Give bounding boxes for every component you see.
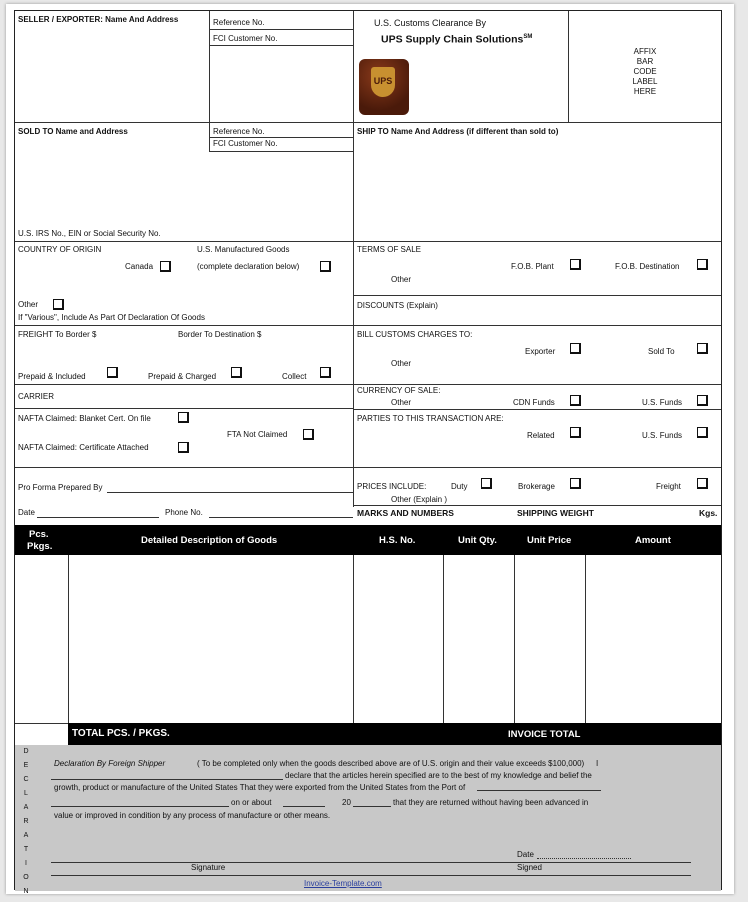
invoice-template-link[interactable]: Invoice-Template.com [304,879,382,888]
goods-table-header [15,525,721,555]
unit-qty-header: Unit Qty. [458,535,497,546]
prices-freight-checkbox[interactable] [697,478,708,489]
declaration-section [15,745,721,895]
bill-other-label: Other [391,359,412,368]
signed-label: Signed [517,863,542,872]
declaration-note: ( To be completed only when the goods described above are of U.S. origin and their value exceeds $100,000) [197,759,585,768]
canada-label: Canada [125,262,154,271]
cdn-funds-label: CDN Funds [513,398,555,407]
cdn-funds-checkbox[interactable] [570,395,581,406]
proforma-phone-label: Phone No. [165,508,203,517]
fta-not-claimed-checkbox[interactable] [303,429,314,440]
bill-sold-to-checkbox[interactable] [697,343,708,354]
terms-other-label: Other [391,275,412,284]
canada-checkbox[interactable] [160,261,171,272]
fta-not-claimed-label: FTA Not Claimed [227,430,288,439]
proforma-prepared-by-label: Pro Forma Prepared By [18,483,103,492]
port-line[interactable] [477,790,601,791]
fob-plant-label: F.O.B. Plant [511,262,554,271]
shipping-weight-label: SHIPPING WEIGHT [517,508,594,518]
seller-fci-customer-no[interactable]: FCI Customer No. [213,34,278,43]
seller-exporter-label: SELLER / EXPORTER: Name And Address [18,15,179,24]
prepaid-charged-label: Prepaid & Charged [148,372,217,381]
us-manufactured-checkbox[interactable] [320,261,331,272]
commercial-invoice-form [14,10,722,895]
declaration-vertical-label: D E C L A R A T I O N [23,748,29,895]
prepaid-charged-checkbox[interactable] [231,367,242,378]
bill-exporter-checkbox[interactable] [570,343,581,354]
us-funds-label: U.S. Funds [642,398,683,407]
declaration-line-4: value or improved in condition by any process of manufacture or other means. [54,811,331,820]
total-pcs-label: TOTAL PCS. / PKGS. [72,728,170,739]
proforma-date-label: Date [18,508,35,517]
declaration-date-line[interactable] [537,858,631,859]
prices-freight-label: Freight [656,482,681,491]
parties-related-checkbox[interactable] [570,427,581,438]
invoice-page [6,4,734,894]
unit-price-header: Unit Price [527,535,572,546]
fob-destination-label: F.O.B. Destination [615,262,680,271]
us-funds-checkbox[interactable] [697,395,708,406]
discounts-label[interactable]: DISCOUNTS (Explain) [357,301,438,310]
ups-shield-icon: UPS [371,67,395,97]
proforma-phone-line[interactable] [209,517,353,518]
sold-to-label: SOLD TO Name and Address [18,127,128,136]
freight-to-border-label[interactable]: FREIGHT To Border $ [18,330,97,339]
amount-header: Amount [635,535,671,546]
fob-plant-checkbox[interactable] [570,259,581,270]
nafta-blanket-checkbox[interactable] [178,412,189,423]
kgs-label: Kgs. [699,508,718,518]
invoice-total-label: INVOICE TOTAL [508,729,581,740]
pcs-header: Pcs. [29,529,49,540]
ship-to-label: SHIP TO Name And Address (if different than sold to) [357,127,559,136]
collect-checkbox[interactable] [320,367,331,378]
year-prefix: 20 [342,798,351,807]
prepaid-included-checkbox[interactable] [107,367,118,378]
collect-label: Collect [282,372,307,381]
declaration-by-shipper: Declaration By Foreign Shipper [54,759,166,768]
declaration-line-2: growth, product or manufacture of the United States That they were exported from the United States from the Port of [54,783,466,792]
bill-customs-label: BILL CUSTOMS CHARGES TO: [357,330,473,339]
nafta-blanket-label: NAFTA Claimed: Blanket Cert. On file [18,414,151,423]
description-header: Detailed Description of Goods [141,535,278,546]
nafta-certificate-checkbox[interactable] [178,442,189,453]
ups-supply-chain-name: UPS Supply Chain Solutions℠ [381,33,533,46]
on-or-about-label: on or about [231,798,272,807]
prices-brokerage-checkbox[interactable] [570,478,581,489]
hs-no-header: H.S. No. [379,535,416,546]
fob-destination-checkbox[interactable] [697,259,708,270]
origin-other-label: Other [18,300,39,309]
terms-of-sale-label: TERMS OF SALE [357,245,422,254]
prices-duty-label: Duty [451,482,468,491]
sold-to-reference-no[interactable]: Reference No. [213,127,265,136]
bill-exporter-label: Exporter [525,347,556,356]
border-to-destination-label[interactable]: Border To Destination $ [178,330,262,339]
port-name-line[interactable] [51,806,229,807]
origin-various-note: If "Various", Include As Part Of Declaration Of Goods [18,313,205,322]
affix-barcode-area: AFFIX BAR CODE LABEL HERE [632,47,658,96]
declaration-date-label: Date [517,850,534,859]
signature-line[interactable] [51,862,691,863]
proforma-date-line[interactable] [37,517,159,518]
prices-include-label: PRICES INCLUDE: [357,482,427,491]
date-day-line[interactable] [283,806,325,807]
prices-other-label: Other (Explain ) [391,495,448,504]
parties-label: PARTIES TO THIS TRANSACTION ARE: [357,414,504,423]
returned-text: that they are returned without having been advanced in [393,798,589,807]
declarant-name-line[interactable] [51,779,283,780]
currency-of-sale-label: CURRENCY OF SALE: [357,386,441,395]
country-of-origin-label: COUNTRY OF ORIGIN [18,245,102,254]
parties-related-label: Related [527,431,555,440]
currency-other-label: Other [391,398,412,407]
marks-numbers-label: MARKS AND NUMBERS [357,508,454,518]
declaration-line-1: declare that the articles herein specified are to the best of my knowledge and belief the [285,771,592,780]
nafta-certificate-label: NAFTA Claimed: Certificate Attached [18,443,149,452]
prices-duty-checkbox[interactable] [481,478,492,489]
prices-brokerage-label: Brokerage [518,482,555,491]
sold-to-fci-customer-no[interactable]: FCI Customer No. [213,139,278,148]
seller-reference-no[interactable]: Reference No. [213,18,265,27]
carrier-label[interactable]: CARRIER [18,392,55,401]
prepaid-included-label: Prepaid & Included [18,372,86,381]
us-manufactured-label: U.S. Manufactured Goods [197,245,290,254]
totals-bar [68,723,721,745]
complete-declaration-label: (complete declaration below) [197,262,300,271]
parties-us-funds-label: U.S. Funds [642,431,683,440]
total-pcs-cell[interactable] [15,723,68,745]
customs-clearance-by: U.S. Customs Clearance By [374,18,487,28]
irs-number-label[interactable]: U.S. IRS No., EIN or Social Security No. [18,229,161,238]
parties-us-funds-checkbox[interactable] [697,427,708,438]
year-line[interactable] [353,806,391,807]
footer-line [51,875,691,876]
declaration-i: I [596,759,599,768]
bill-sold-to-label: Sold To [648,347,675,356]
pkgs-header: Pkgs. [27,541,53,552]
goods-table-body[interactable] [15,555,721,723]
proforma-prepared-by-line[interactable] [107,492,353,493]
ups-logo [359,59,409,115]
origin-other-checkbox[interactable] [53,299,64,310]
signature-label: Signature [191,863,226,872]
